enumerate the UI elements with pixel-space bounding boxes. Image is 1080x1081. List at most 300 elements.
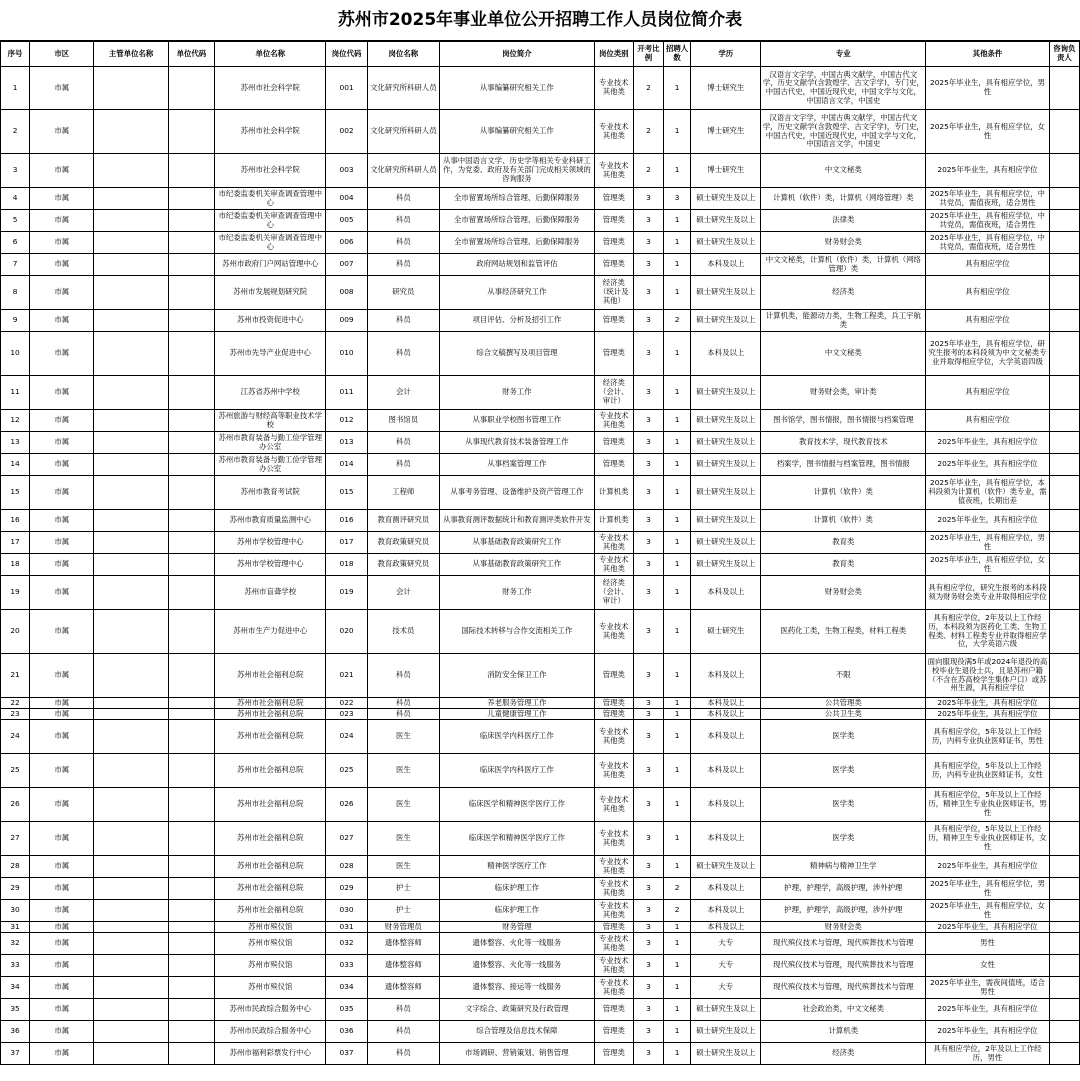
table-cell: [1049, 254, 1079, 276]
table-cell: 硕士研究生及以上: [691, 454, 761, 476]
table-cell: 009: [326, 310, 367, 332]
table-cell: 博士研究生: [691, 110, 761, 154]
table-cell: 030: [326, 900, 367, 922]
table-cell: 1: [664, 698, 691, 709]
table-cell: 苏州市发展规划研究院: [214, 276, 326, 310]
table-cell: 医学类: [761, 720, 926, 754]
table-cell: 从事职业学校图书管理工作: [440, 410, 595, 432]
table-cell: 硕士研究生及以上: [691, 1043, 761, 1065]
table-cell: 医生: [367, 754, 439, 788]
table-cell: 专业技术其他类: [594, 955, 633, 977]
table-cell: 面向服现役满5年或2024年退役的高校毕业生退役士兵，且是苏州户籍（不含在苏高校学生集体户口）或苏州生源，具有相应学位: [926, 654, 1050, 698]
table-cell: 市属: [30, 698, 94, 709]
table-cell: 硕士研究生: [691, 610, 761, 654]
table-cell: 1: [664, 510, 691, 532]
table-cell: 市属: [30, 332, 94, 376]
table-cell: 财务管理: [440, 922, 595, 933]
table-cell: 财务财会类: [761, 576, 926, 610]
table-cell: 苏州市社会福利总院: [214, 856, 326, 878]
table-cell: [1049, 900, 1079, 922]
table-cell: 市属: [30, 922, 94, 933]
table-cell: 精神医学医疗工作: [440, 856, 595, 878]
table-cell: [168, 720, 214, 754]
table-cell: 011: [326, 376, 367, 410]
table-cell: 经济类（会计、审计）: [594, 576, 633, 610]
table-cell: 3: [633, 788, 663, 822]
table-cell: 2025年毕业生，具有相应学位，男性: [926, 532, 1050, 554]
table-cell: 1: [664, 922, 691, 933]
table-cell: 1: [664, 532, 691, 554]
table-cell: 3: [633, 1021, 663, 1043]
table-cell: [94, 476, 168, 510]
table-cell: 本科及以上: [691, 822, 761, 856]
table-cell: 2025年毕业生，具有相应学位，女性: [926, 110, 1050, 154]
column-header: 学历: [691, 42, 761, 67]
table-cell: 教育政策研究员: [367, 554, 439, 576]
table-cell: 12: [1, 410, 30, 432]
table-cell: 档案学，图书情报与档案管理，图书情报: [761, 454, 926, 476]
table-cell: 3: [633, 698, 663, 709]
table-cell: 科员: [367, 254, 439, 276]
table-cell: 市属: [30, 376, 94, 410]
column-header: 单位代码: [168, 42, 214, 67]
table-cell: 2025年毕业生，具有相应学位: [926, 999, 1050, 1021]
table-cell: 36: [1, 1021, 30, 1043]
table-cell: [94, 922, 168, 933]
table-cell: 市属: [30, 754, 94, 788]
table-cell: 2025年毕业生，具有相应学位，男性: [926, 878, 1050, 900]
table-cell: 1: [664, 110, 691, 154]
table-cell: 管理类: [594, 310, 633, 332]
table-cell: 苏州市教育质量监测中心: [214, 510, 326, 532]
table-row: [1, 900, 1080, 922]
table-cell: 汉语言文字学，中国古典文献学，中国古代文学，历史文献学(含敦煌学、古文字学)，专门史，中国古代史，中国近现代史，中国文学与文化，中国语言文学，中国史: [761, 67, 926, 110]
table-cell: 硕士研究生及以上: [691, 856, 761, 878]
table-cell: 32: [1, 933, 30, 955]
table-cell: 硕士研究生及以上: [691, 554, 761, 576]
table-cell: 015: [326, 476, 367, 510]
table-cell: 市属: [30, 822, 94, 856]
table-cell: 市属: [30, 276, 94, 310]
table-cell: 2025年毕业生，具有相应学位，研究生报考的本科段须为中文文秘类专业并取得相应学位，大学英语四级: [926, 332, 1050, 376]
table-row: [1, 310, 1080, 332]
table-row: [1, 276, 1080, 310]
table-cell: [94, 332, 168, 376]
table-cell: 管理类: [594, 1043, 633, 1065]
table-cell: 专业技术其他类: [594, 900, 633, 922]
table-cell: 037: [326, 1043, 367, 1065]
table-cell: 苏州旅游与财经高等职业技术学校: [214, 410, 326, 432]
table-cell: 计算机（软件）类，计算机（网络管理）类: [761, 188, 926, 210]
table-cell: 6: [1, 232, 30, 254]
table-cell: 市属: [30, 955, 94, 977]
table-cell: 法律类: [761, 210, 926, 232]
table-cell: 2025年毕业生，具有相应学位: [926, 510, 1050, 532]
table-cell: 1: [664, 232, 691, 254]
table-cell: 硕士研究生及以上: [691, 532, 761, 554]
table-cell: 036: [326, 1021, 367, 1043]
table-row: [1, 476, 1080, 510]
table-cell: [1049, 720, 1079, 754]
table-cell: 医学类: [761, 788, 926, 822]
table-cell: 2025年毕业生，具有相应学位: [926, 698, 1050, 709]
table-cell: 3: [633, 900, 663, 922]
table-cell: 本科及以上: [691, 332, 761, 376]
table-cell: 1: [664, 754, 691, 788]
table-cell: [168, 554, 214, 576]
table-row: [1, 432, 1080, 454]
table-cell: 具有相应学位: [926, 310, 1050, 332]
table-cell: [1049, 955, 1079, 977]
table-cell: 男性: [926, 933, 1050, 955]
table-cell: 1: [664, 432, 691, 454]
table-cell: 3: [633, 654, 663, 698]
table-cell: 具有相应学位: [926, 254, 1050, 276]
table-cell: 苏州市投资促进中心: [214, 310, 326, 332]
table-cell: 科员: [367, 698, 439, 709]
table-cell: 2025年毕业生，需夜间值班，适合男性: [926, 977, 1050, 999]
table-cell: 临床护理工作: [440, 900, 595, 922]
table-row: [1, 532, 1080, 554]
table-cell: 市属: [30, 1021, 94, 1043]
table-cell: 计算机（软件）类: [761, 476, 926, 510]
table-cell: 014: [326, 454, 367, 476]
table-cell: 30: [1, 900, 30, 922]
table-cell: [94, 210, 168, 232]
table-cell: [168, 376, 214, 410]
table-cell: 1: [664, 720, 691, 754]
table-row: [1, 698, 1080, 709]
table-cell: [168, 900, 214, 922]
table-cell: [1049, 188, 1079, 210]
table-cell: 市属: [30, 410, 94, 432]
table-cell: 16: [1, 510, 30, 532]
table-cell: 苏州市社会福利总院: [214, 698, 326, 709]
table-cell: 3: [633, 310, 663, 332]
table-cell: 苏州市社会福利总院: [214, 754, 326, 788]
table-cell: 1: [664, 254, 691, 276]
table-cell: 财务财会类: [761, 232, 926, 254]
table-cell: 苏州市社会福利总院: [214, 654, 326, 698]
table-cell: 遗体整容师: [367, 955, 439, 977]
table-cell: 医生: [367, 856, 439, 878]
table-cell: 1: [664, 977, 691, 999]
table-cell: 15: [1, 476, 30, 510]
table-cell: 科员: [367, 232, 439, 254]
table-cell: 苏州市社会福利总院: [214, 822, 326, 856]
table-cell: 管理类: [594, 698, 633, 709]
table-cell: 市场调研、营销策划、销售管理: [440, 1043, 595, 1065]
table-cell: 文字综合、政策研究及行政管理: [440, 999, 595, 1021]
table-cell: 012: [326, 410, 367, 432]
table-cell: 教育测评研究员: [367, 510, 439, 532]
table-cell: 具有相应学位，2年及以上工作经历，男性: [926, 1043, 1050, 1065]
table-cell: [1049, 754, 1079, 788]
table-cell: [168, 432, 214, 454]
table-row: [1, 878, 1080, 900]
table-cell: 专业技术其他类: [594, 754, 633, 788]
table-cell: 2025年毕业生，具有相应学位，女性: [926, 554, 1050, 576]
table-cell: 大专: [691, 955, 761, 977]
table-cell: 科员: [367, 332, 439, 376]
table-cell: [168, 754, 214, 788]
table-cell: 从事编纂研究相关工作: [440, 67, 595, 110]
table-cell: 苏州市殡仪馆: [214, 922, 326, 933]
table-cell: 2025年毕业生，具有相应学位: [926, 454, 1050, 476]
table-cell: 研究员: [367, 276, 439, 310]
table-cell: 遗体整容、火化等一线服务: [440, 955, 595, 977]
table-cell: [168, 933, 214, 955]
table-cell: 4: [1, 188, 30, 210]
table-cell: 31: [1, 922, 30, 933]
table-cell: 科员: [367, 210, 439, 232]
table-cell: 1: [664, 154, 691, 188]
table-cell: [168, 532, 214, 554]
table-cell: [1049, 933, 1079, 955]
table-cell: [1049, 788, 1079, 822]
table-cell: 2025年毕业生，具有相应学位: [926, 922, 1050, 933]
table-cell: 032: [326, 933, 367, 955]
table-cell: 从事基础教育政策研究工作: [440, 554, 595, 576]
table-cell: 18: [1, 554, 30, 576]
table-cell: 1: [664, 276, 691, 310]
table-cell: 女性: [926, 955, 1050, 977]
table-cell: [168, 709, 214, 720]
table-row: [1, 232, 1080, 254]
table-cell: 市属: [30, 476, 94, 510]
table-cell: 37: [1, 1043, 30, 1065]
table-row: [1, 510, 1080, 532]
table-cell: [94, 254, 168, 276]
table-cell: 019: [326, 576, 367, 610]
table-cell: 006: [326, 232, 367, 254]
table-cell: 1: [664, 476, 691, 510]
table-cell: 2: [664, 310, 691, 332]
table-cell: 硕士研究生及以上: [691, 476, 761, 510]
table-cell: 会计: [367, 376, 439, 410]
table-cell: 3: [633, 510, 663, 532]
table-cell: [168, 510, 214, 532]
table-cell: 33: [1, 955, 30, 977]
table-row: [1, 1021, 1080, 1043]
table-cell: 3: [633, 955, 663, 977]
table-row: [1, 720, 1080, 754]
table-cell: 经济类: [761, 276, 926, 310]
table-cell: 3: [633, 376, 663, 410]
table-cell: 医学类: [761, 754, 926, 788]
table-cell: 3: [633, 610, 663, 654]
table-cell: 市属: [30, 933, 94, 955]
column-header: 岗位简介: [440, 42, 595, 67]
table-cell: 3: [633, 454, 663, 476]
table-cell: 市属: [30, 788, 94, 822]
table-cell: [1049, 856, 1079, 878]
table-cell: 027: [326, 822, 367, 856]
table-cell: [94, 999, 168, 1021]
table-cell: 苏州市政府门户网站管理中心: [214, 254, 326, 276]
table-cell: 2025年毕业生，具有相应学位，中共党员，需值夜班，适合男性: [926, 210, 1050, 232]
column-header: 开考比例: [633, 42, 663, 67]
table-cell: 医生: [367, 720, 439, 754]
table-cell: 本科及以上: [691, 709, 761, 720]
table-cell: [1049, 476, 1079, 510]
table-cell: 护理，护理学，高级护理，涉外护理: [761, 900, 926, 922]
table-cell: [168, 576, 214, 610]
table-cell: 专业技术其他类: [594, 410, 633, 432]
table-cell: 8: [1, 276, 30, 310]
table-cell: 管理类: [594, 654, 633, 698]
table-cell: 遗体整容、接运等一线服务: [440, 977, 595, 999]
table-cell: 3: [633, 933, 663, 955]
table-cell: [1049, 878, 1079, 900]
table-cell: [1049, 922, 1079, 933]
table-cell: 028: [326, 856, 367, 878]
table-cell: 25: [1, 754, 30, 788]
table-cell: [168, 154, 214, 188]
table-header-row: [1, 42, 1080, 67]
table-cell: [94, 554, 168, 576]
table-cell: [94, 376, 168, 410]
table-cell: 021: [326, 654, 367, 698]
table-cell: [94, 698, 168, 709]
table-cell: 临床医学和精神医学医疗工作: [440, 822, 595, 856]
table-cell: 市纪委监委机关审查调查管理中心: [214, 210, 326, 232]
table-cell: [94, 977, 168, 999]
table-cell: [94, 788, 168, 822]
table-cell: 现代殡仪技术与管理，现代殡葬技术与管理: [761, 977, 926, 999]
table-cell: 计算机（软件）类: [761, 510, 926, 532]
table-row: [1, 554, 1080, 576]
table-cell: 市属: [30, 977, 94, 999]
table-cell: 029: [326, 878, 367, 900]
table-cell: [1049, 110, 1079, 154]
table-cell: 遗体整容、火化等一线服务: [440, 933, 595, 955]
table-cell: 14: [1, 454, 30, 476]
table-cell: 专业技术其他类: [594, 154, 633, 188]
table-cell: [94, 510, 168, 532]
table-cell: 020: [326, 610, 367, 654]
table-cell: 硕士研究生及以上: [691, 410, 761, 432]
table-cell: [1049, 232, 1079, 254]
table-cell: 1: [664, 955, 691, 977]
table-cell: 市属: [30, 67, 94, 110]
table-cell: [1049, 999, 1079, 1021]
table-cell: 010: [326, 332, 367, 376]
table-cell: 精神病与精神卫生学: [761, 856, 926, 878]
table-cell: [168, 332, 214, 376]
table-cell: 3: [633, 254, 663, 276]
table-cell: 苏州市盲聋学校: [214, 576, 326, 610]
table-cell: 科员: [367, 654, 439, 698]
table-row: [1, 999, 1080, 1021]
table-cell: 1: [664, 67, 691, 110]
table-cell: 市属: [30, 878, 94, 900]
table-cell: [168, 977, 214, 999]
table-cell: 科员: [367, 432, 439, 454]
table-cell: 计算机类: [594, 476, 633, 510]
table-row: [1, 977, 1080, 999]
column-header: 咨询负责人: [1049, 42, 1079, 67]
table-row: [1, 822, 1080, 856]
table-cell: 27: [1, 822, 30, 856]
table-cell: 苏州市教育装备与勤工俭学管理办公室: [214, 454, 326, 476]
table-row: [1, 188, 1080, 210]
table-cell: 3: [633, 554, 663, 576]
table-cell: 10: [1, 332, 30, 376]
table-cell: 财务工作: [440, 576, 595, 610]
table-cell: 专业技术其他类: [594, 532, 633, 554]
table-cell: 博士研究生: [691, 67, 761, 110]
table-cell: 综合管理及信息技术保障: [440, 1021, 595, 1043]
table-cell: [1049, 698, 1079, 709]
table-cell: 2025年毕业生，具有相应学位，中共党员，需值夜班，适合男性: [926, 232, 1050, 254]
table-cell: 市属: [30, 510, 94, 532]
table-cell: 3: [633, 232, 663, 254]
page-title: 苏州市2025年事业单位公开招聘工作人员岗位简介表: [0, 0, 1080, 41]
table-cell: 大专: [691, 977, 761, 999]
table-cell: 具有相应学位，5年及以上工作经历，内科专业执业医师证书，女性: [926, 754, 1050, 788]
table-cell: 市属: [30, 709, 94, 720]
table-cell: 科员: [367, 454, 439, 476]
table-cell: 002: [326, 110, 367, 154]
table-cell: 硕士研究生及以上: [691, 210, 761, 232]
table-cell: [1049, 510, 1079, 532]
table-cell: 临床医学内科医疗工作: [440, 754, 595, 788]
table-cell: 管理类: [594, 922, 633, 933]
table-cell: 苏州市社会科学院: [214, 67, 326, 110]
table-cell: 34: [1, 977, 30, 999]
table-cell: 专业技术其他类: [594, 977, 633, 999]
table-cell: [1049, 554, 1079, 576]
table-cell: 3: [633, 999, 663, 1021]
table-cell: 2: [664, 900, 691, 922]
table-row: [1, 410, 1080, 432]
table-cell: [94, 610, 168, 654]
table-cell: 遗体整容师: [367, 977, 439, 999]
table-cell: 005: [326, 210, 367, 232]
table-cell: 3: [633, 332, 663, 376]
table-cell: 从事现代教育技术装备管理工作: [440, 432, 595, 454]
table-cell: 市属: [30, 999, 94, 1021]
column-header: 岗位代码: [326, 42, 367, 67]
table-cell: [1049, 822, 1079, 856]
table-cell: 本科及以上: [691, 654, 761, 698]
table-cell: 市属: [30, 154, 94, 188]
table-cell: 教育技术学，现代教育技术: [761, 432, 926, 454]
table-cell: 医生: [367, 788, 439, 822]
table-cell: 003: [326, 154, 367, 188]
table-cell: 苏州市学校管理中心: [214, 532, 326, 554]
table-row: [1, 856, 1080, 878]
table-cell: 3: [633, 576, 663, 610]
table-cell: [1049, 1043, 1079, 1065]
table-cell: 市属: [30, 856, 94, 878]
table-cell: 汉语言文字学，中国古典文献学，中国古代文学，历史文献学(含敦煌学、古文字学)，专门史，中国古代史，中国近现代史，中国文学与文化，中国语言文学，中国史: [761, 110, 926, 154]
table-cell: 1: [664, 1043, 691, 1065]
table-cell: 市属: [30, 432, 94, 454]
table-row: [1, 110, 1080, 154]
table-cell: 专业技术其他类: [594, 822, 633, 856]
table-cell: 全市留置场所综合管理、后勤保障服务: [440, 188, 595, 210]
table-cell: 教育政策研究员: [367, 532, 439, 554]
table-cell: 养老服务管理工作: [440, 698, 595, 709]
positions-table: [0, 41, 1080, 1065]
table-cell: 苏州市社会福利总院: [214, 720, 326, 754]
table-cell: 大专: [691, 933, 761, 955]
table-cell: [94, 822, 168, 856]
table-cell: 从事中国语言文学、历史学等相关专业科研工作，为党委、政府及有关部门完成相关领域的咨询服务: [440, 154, 595, 188]
table-cell: 3: [633, 1043, 663, 1065]
